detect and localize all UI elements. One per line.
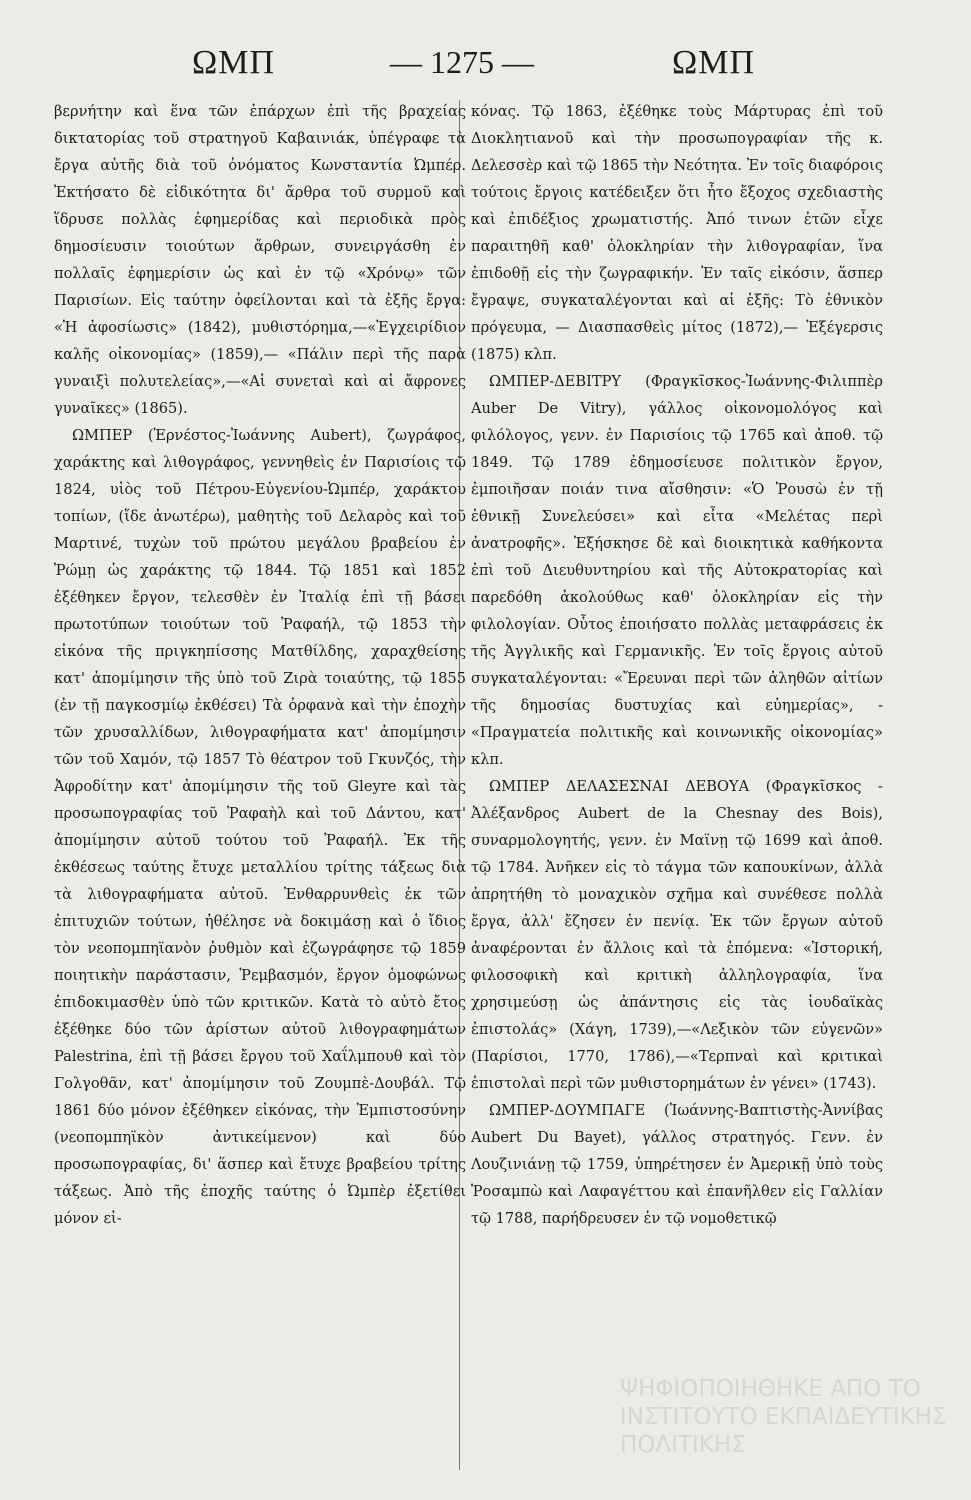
page-number: — 1275 — (390, 44, 534, 80)
page-header (130, 44, 850, 84)
header-right-keyword: ΩΜΠ (672, 44, 756, 81)
header-left-keyword: ΩΜΠ (192, 44, 276, 81)
entry-paragraph-omper-doumpage: ΩΜΠΕΡ-ΔΟΥΜΠΑΓΕ (Ἰωάννης-Βαπτιστὴς-Ἀννίβας Aubert Du Bayet), γάλλος στρατηγός. Γενν. ἐν Λουζινιάνῃ τῷ 1759, ὑπηρέτησεν ἐν Ἀμερικῇ ὑπὸ τοὺς Ῥοσαμπὼ καὶ Λαφαγέττου καὶ ἐπανῆλθεν εἰς Γαλλίαν τῷ 1788, παρήδρευσεν ἐν τῷ νομοθετικῷ (471, 1102, 883, 1227)
digitization-watermark: ΨΗΦΙΟΠΟΙΗΘΗΚΕ ΑΠΟ ΤΟ ΙΝΣΤΙΤΟΥΤΟ ΕΚΠΑΙΔΕΥΤΙΚΗΣ ΠΟΛΙΤΙΚΗΣ (620, 1376, 947, 1458)
entry-paragraph-omper-delasesnai: ΩΜΠΕΡ ΔΕΛΑΣΕΣΝΑΙ ΔΕΒΟΥΑ (Φραγκῖσκος - Ἀλέξανδρος Aubert de la Chesnay des Bois), συναρμολογητής, γενν. ἐν Μαϊνῃ τῷ 1699 καὶ ἀποθ. τῷ 1784. Ἀνῆκεν εἰς τὸ τάγμα τῶν καπουκίνων, ἀλλὰ ἀπρητήθη τὸ μοναχικὸν σχῆμα καὶ συνέθεσε πολλὰ ἔργα, ἀλλ' ἔζησεν ἐν πενίᾳ. Ἐκ τῶν ἔργων αὐτοῦ ἀναφέρονται ἐν ἄλλοις καὶ τὰ ἑπόμενα: «Ἱστορική, φιλοσοφικὴ καὶ κριτικὴ ἀλληλογραφία, ἵνα χρησιμεύσῃ ὡς ἀπάντησις εἰς τὰς ἰουδαϊκὰς ἐπιστολάς» (Χάγη, 1739),—«Λεξικὸν τῶν εὐγενῶν» (Παρίσιοι, 1770, 1786),—«Τερπναὶ καὶ κριτικαὶ ἐπιστολαὶ περὶ τῶν μυθιστορημάτων ἐν γένει» (1743). (471, 778, 883, 1092)
entry-continuation-paragraph: βερνήτην καὶ ἕνα τῶν ἐπάρχων ἐπὶ τῆς βραχείας δικτατορίας τοῦ στρατηγοῦ Καβαινιάκ, ὑπέγραφε τὰ ἔργα αὐτῆς διὰ τοῦ ὀνόματος Κωνσταντία Ὠμπέρ. Ἐκτήσατο δὲ εἰδικότητα δι' ἄρθρα τοῦ συρμοῦ καὶ ἵδρυσε πολλὰς ἐφημερίδας καὶ περιοδικὰ πρὸς δημοσίευσιν τοιούτων ἄρθρων, συνειργάσθη ἐν πολλαῖς ἐφημερίσιν ὡς καὶ ἐν τῷ «Χρόνῳ» τῶν Παρισίων. Εἰς ταύτην ὀφείλονται καὶ τὰ ἑξῆς ἔργα: «Ἡ ἀφοσίωσις» (1842), μυθιστόρημα,—«Ἐγχειρίδιον καλῆς οἰκονομίας» (1859),— «Πάλιν περὶ τῆς παρὰ γυναιξὶ πολυτελείας»,—«Αἱ συνεταὶ καὶ αἱ ἄφρονες γυναῖκες» (1865). (54, 103, 466, 417)
entry-paragraph-omper-devitry: ΩΜΠΕΡ-ΔΕΒΙΤΡΥ (Φραγκῖσκος-Ἰωάννης-Φιλιππὲρ Auber De Vitry), γάλλος οἰκονομολόγος καὶ φιλόλογος, γενν. ἐν Παρισίοις τῷ 1765 καὶ ἀποθ. τῷ 1849. Τῷ 1789 ἐδημοσίευσε πολιτικὸν ἔργον, ἐμποιῆσαν ποιάν τινα αἴσθησιν: «Ὁ Ῥουσὼ ἐν τῇ ἐθνικῇ Συνελεύσει» καὶ εἶτα «Μελέτας περὶ ἀνατροφῆς». Ἐξήσκησε δὲ καὶ διοικητικὰ καθήκοντα ἐπὶ τοῦ Διευθυντηρίου καὶ τῆς Αὐτοκρατορίας καὶ παρεδόθη ἀκολούθως καθ' ὁλοκληρίαν εἰς τὴν φιλολογίαν. Οὗτος ἐποιήσατο πολλὰς μεταφράσεις ἐκ τῆς Ἀγγλικῆς καὶ Γερμανικῆς. Ἐν τοῖς ἔργοις αὐτοῦ συγκαταλέγονται: «Ἔρευναι περὶ τῶν ἀληθῶν αἰτίων τῆς δημοσίας δυστυχίας καὶ εὐημερίας», - «Πραγματεία πολιτικῆς καὶ κοινωνικῆς οἰκονομίας» κλπ. (471, 373, 883, 768)
entry-paragraph-omper-ernestos: ΩΜΠΕΡ (Ἐρνέστος-Ἰωάννης Aubert), ζωγράφος, χαράκτης καὶ λιθογράφος, γεννηθεὶς ἐν Παρισίοις τῷ 1824, υἱὸς τοῦ Πέτρου-Εὐγενίου-Ὠμπέρ, χαράκτου τοπίων, (ἴδε ἀνωτέρω), μαθητὴς τοῦ Δελαρὸς καὶ τοῦ Μαρτινέ, τυχὼν τοῦ πρώτου μεγάλου βραβείου ἐν Ῥώμῃ ὡς χαράκτης τῷ 1844. Τῷ 1851 καὶ 1852 ἐξέθηκεν ἔργον, τελεσθὲν ἐν Ἰταλίᾳ ἐπὶ τῇ βάσει πρωτοτύπων τοιούτων τοῦ Ῥαφαήλ, τῷ 1853 τὴν εἰκόνα τῆς πριγκηπίσσης Ματθίλδης, χαραχθείσης κατ' ἀπομίμησιν τῆς ὑπὸ τοῦ Ζιρὰ τοιαύτης, τῷ 1855 (ἐν τῇ παγκοσμίῳ ἐκθέσει) Τὰ ὀρφανὰ καὶ τὴν ἐποχὴν τῶν χρυσαλλίδων, λιθογραφήματα κατ' ἀπομίμησιν τῶν τοῦ Χαμόν, τῷ 1857 Τὸ θέατρον τοῦ Γκυνζός, τὴν Ἀφροδίτην κατ' ἀπομίμησιν τῆς τοῦ Gleyre καὶ τὰς προσωπογραφίας τοῦ Ῥαφαὴλ καὶ τοῦ Δάντου, κατ' ἀπομίμησιν αὐτοῦ τούτου τοῦ Ῥαφαήλ. Ἐκ τῆς ἐκθέσεως ταύτης ἔτυχε μεταλλίου τρίτης τάξεως διὰ τὰ λιθογραφήματα αὐτοῦ. Ἐνθαρρυνθεὶς ἐκ τῶν ἐπιτυχιῶν τούτων, ἠθέλησε νὰ δοκιμάσῃ καὶ ὁ ἴδιος τὸν νεοπομπηϊανὸν ῥυθμὸν καὶ ἐζωγράφησε τῷ 1859 ποιητικὴν παράστασιν, Ῥεμβασμόν, ἔργον ὁμοφώνως ἐπιδοκιμασθὲν ὑπὸ τῶν κριτικῶν. Κατὰ τὸ αὐτὸ ἔτος ἐξέθηκε δύο τῶν ἀρίστων αὐτοῦ λιθογραφημάτων Palestrina, ἐπὶ τῇ βάσει ἔργου τοῦ Χαΐλμπουθ καὶ τὸν Γολγοθᾶν, κατ' ἀπομίμησιν τοῦ Ζουμπὲ-Δουβάλ. Τῷ 1861 δύο μόνον ἐξέθηκεν εἰκόνας, τὴν Ἐμπιστοσύνην (νεοπομπηϊκὸν ἀντικείμενον) καὶ δύο προσωπογραφίας, δι' ἅσπερ καὶ ἔτυχε βραβείου τρίτης τάξεως. Ἀπὸ τῆς ἐποχῆς ταύτης ὁ Ὠμπὲρ ἐξετίθει μόνον εἰ- (54, 427, 466, 1227)
right-column (471, 98, 883, 1453)
entry-continuation-paragraph: κόνας. Τῷ 1863, ἐξέθηκε τοὺς Μάρτυρας ἐπὶ τοῦ Διοκλητιανοῦ καὶ τὴν προσωπογραφίαν τῆς κ. Δελεσσὲρ καὶ τῷ 1865 τὴν Νεότητα. Ἐν τοῖς διαφόροις τούτοις ἔργοις κατέδειξεν ὅτι ἦτο ἔξοχος σχεδιαστὴς καὶ ἐπιδέξιος χρωματιστής. Ἀπό τινων ἐτῶν εἶχε παραιτηθῆ καθ' ὁλοκληρίαν τὴν λιθογραφίαν, ἵνα ἐπιδοθῇ εἰς τὴν ζωγραφικήν. Ἐν ταῖς εἰκόσιν, ἅσπερ ἔγραψε, συγκαταλέγονται καὶ αἱ ἑξῆς: Τὸ ἐθνικὸν πρόγευμα, — Διασπασθεὶς μίτος (1872),— Ἐξέγερσις (1875) κλπ. (471, 103, 883, 363)
left-column (54, 98, 466, 1453)
